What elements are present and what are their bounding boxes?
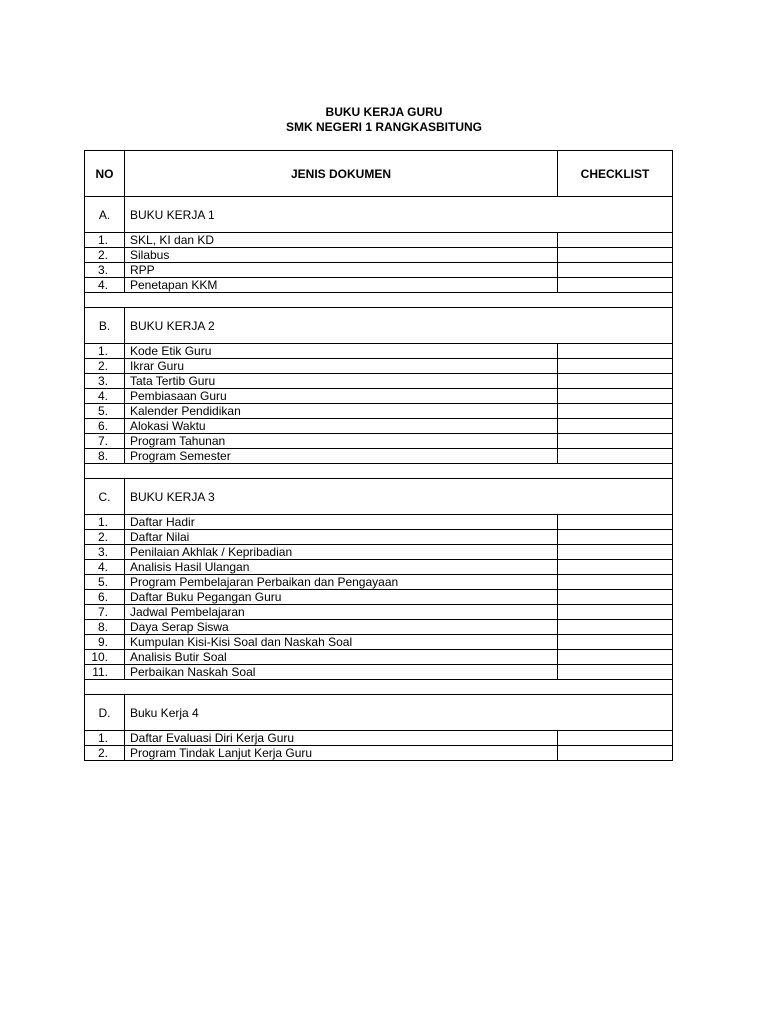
section-title: Buku Kerja 4 [125, 695, 673, 731]
item-checklist-cell[interactable] [558, 650, 673, 665]
table-row [85, 635, 673, 650]
item-checklist-cell[interactable] [558, 635, 673, 650]
item-number: 1. [85, 731, 125, 746]
table-row [85, 575, 673, 590]
section-letter: B. [85, 308, 125, 344]
section-row [85, 479, 673, 515]
item-checklist-cell[interactable] [558, 389, 673, 404]
item-document: Daftar Buku Pegangan Guru [125, 590, 558, 605]
spacer-row [85, 680, 673, 695]
document-title [0, 105, 768, 135]
spacer-row [85, 464, 673, 479]
item-document: Analisis Butir Soal [125, 650, 558, 665]
table-row [85, 746, 673, 761]
item-document: Program Tindak Lanjut Kerja Guru [125, 746, 558, 761]
item-checklist-cell[interactable] [558, 746, 673, 761]
item-document: Program Tahunan [125, 434, 558, 449]
table-row [85, 515, 673, 530]
item-checklist-cell[interactable] [558, 233, 673, 248]
item-number: 6. [85, 419, 125, 434]
table-row [85, 731, 673, 746]
item-document: Penilaian Akhlak / Kepribadian [125, 545, 558, 560]
item-number: 4. [85, 560, 125, 575]
item-document: Kalender Pendidikan [125, 404, 558, 419]
item-checklist-cell[interactable] [558, 530, 673, 545]
header-jenis-dokumen: JENIS DOKUMEN [125, 151, 558, 197]
item-number: 1. [85, 233, 125, 248]
section-letter: C. [85, 479, 125, 515]
table-row [85, 263, 673, 278]
item-number: 7. [85, 434, 125, 449]
table-row [85, 560, 673, 575]
table-row [85, 419, 673, 434]
item-checklist-cell[interactable] [558, 248, 673, 263]
item-number: 11. [85, 665, 125, 680]
section-row [85, 308, 673, 344]
item-checklist-cell[interactable] [558, 263, 673, 278]
item-number: 2. [85, 248, 125, 263]
section-title: BUKU KERJA 3 [125, 479, 673, 515]
table-row [85, 545, 673, 560]
item-number: 1. [85, 344, 125, 359]
table-row [85, 650, 673, 665]
item-number: 3. [85, 374, 125, 389]
spacer-cell [85, 680, 673, 695]
table-row [85, 404, 673, 419]
item-document: Daya Serap Siswa [125, 620, 558, 635]
item-number: 3. [85, 263, 125, 278]
item-number: 2. [85, 530, 125, 545]
table-row [85, 344, 673, 359]
table-row [85, 665, 673, 680]
item-checklist-cell[interactable] [558, 731, 673, 746]
table-row [85, 278, 673, 293]
table-row [85, 248, 673, 263]
item-document: Analisis Hasil Ulangan [125, 560, 558, 575]
table-row [85, 374, 673, 389]
item-checklist-cell[interactable] [558, 278, 673, 293]
section-letter: D. [85, 695, 125, 731]
item-checklist-cell[interactable] [558, 515, 673, 530]
item-number: 6. [85, 590, 125, 605]
item-checklist-cell[interactable] [558, 359, 673, 374]
item-document: Daftar Hadir [125, 515, 558, 530]
item-document: Pembiasaan Guru [125, 389, 558, 404]
item-checklist-cell[interactable] [558, 344, 673, 359]
item-number: 7. [85, 605, 125, 620]
table-row [85, 449, 673, 464]
item-document: Daftar Nilai [125, 530, 558, 545]
item-number: 5. [85, 404, 125, 419]
header-no: NO [85, 151, 125, 197]
item-document: Ikrar Guru [125, 359, 558, 374]
checklist-table [84, 150, 673, 761]
item-checklist-cell[interactable] [558, 374, 673, 389]
table-header-row [85, 151, 673, 197]
section-row [85, 197, 673, 233]
table-row [85, 434, 673, 449]
item-document: Kode Etik Guru [125, 344, 558, 359]
item-checklist-cell[interactable] [558, 560, 673, 575]
table-body [85, 197, 673, 761]
item-number: 10. [85, 650, 125, 665]
item-document: SKL, KI dan KD [125, 233, 558, 248]
item-number: 8. [85, 449, 125, 464]
item-checklist-cell[interactable] [558, 419, 673, 434]
item-document: Daftar Evaluasi Diri Kerja Guru [125, 731, 558, 746]
section-title: BUKU KERJA 1 [125, 197, 673, 233]
item-checklist-cell[interactable] [558, 404, 673, 419]
spacer-cell [85, 293, 673, 308]
item-document: RPP [125, 263, 558, 278]
table-row [85, 530, 673, 545]
table-row [85, 359, 673, 374]
item-number: 9. [85, 635, 125, 650]
table-row [85, 389, 673, 404]
table-row [85, 233, 673, 248]
item-checklist-cell[interactable] [558, 590, 673, 605]
item-number: 4. [85, 389, 125, 404]
section-title: BUKU KERJA 2 [125, 308, 673, 344]
table-row [85, 605, 673, 620]
item-document: Silabus [125, 248, 558, 263]
item-document: Program Semester [125, 449, 558, 464]
item-document: Program Pembelajaran Perbaikan dan Pengayaan [125, 575, 558, 590]
item-document: Penetapan KKM [125, 278, 558, 293]
item-checklist-cell[interactable] [558, 605, 673, 620]
item-checklist-cell[interactable] [558, 620, 673, 635]
item-number: 8. [85, 620, 125, 635]
item-checklist-cell[interactable] [558, 545, 673, 560]
table-row [85, 620, 673, 635]
section-row [85, 695, 673, 731]
item-number: 3. [85, 545, 125, 560]
section-letter: A. [85, 197, 125, 233]
spacer-cell [85, 464, 673, 479]
item-document: Jadwal Pembelajaran [125, 605, 558, 620]
item-document: Perbaikan Naskah Soal [125, 665, 558, 680]
item-number: 5. [85, 575, 125, 590]
item-document: Tata Tertib Guru [125, 374, 558, 389]
item-document: Alokasi Waktu [125, 419, 558, 434]
item-number: 1. [85, 515, 125, 530]
title-line-2: SMK NEGERI 1 RANGKASBITUNG [285, 120, 482, 134]
item-number: 2. [85, 359, 125, 374]
table-row [85, 590, 673, 605]
spacer-row [85, 293, 673, 308]
item-checklist-cell[interactable] [558, 665, 673, 680]
item-checklist-cell[interactable] [558, 449, 673, 464]
item-document: Kumpulan Kisi-Kisi Soal dan Naskah Soal [125, 635, 558, 650]
item-checklist-cell[interactable] [558, 434, 673, 449]
item-number: 4. [85, 278, 125, 293]
item-number: 2. [85, 746, 125, 761]
title-line-1: BUKU KERJA GURU [325, 105, 443, 119]
header-checklist: CHECKLIST [558, 151, 673, 197]
item-checklist-cell[interactable] [558, 575, 673, 590]
